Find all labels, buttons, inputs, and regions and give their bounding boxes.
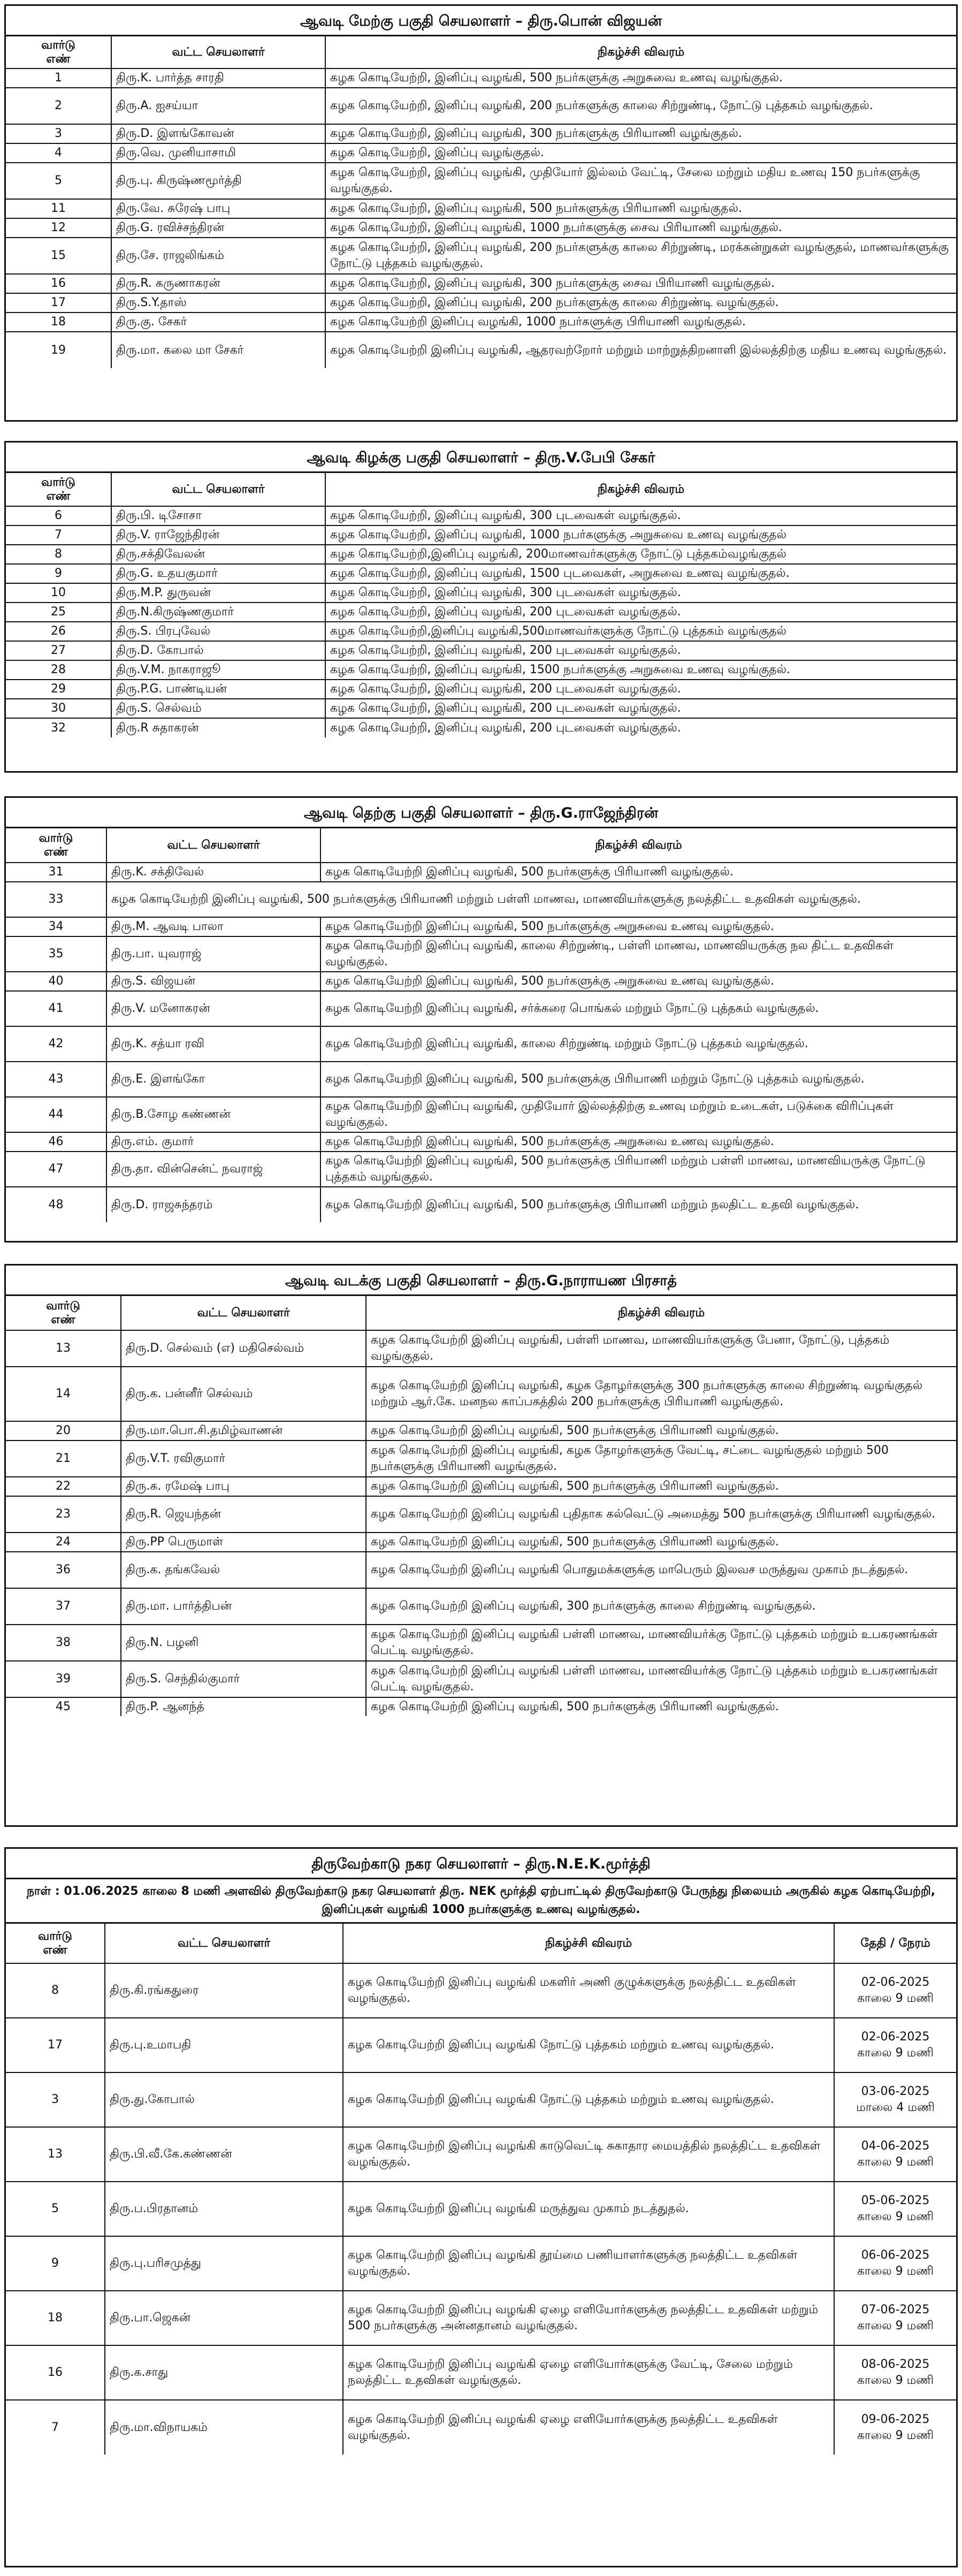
table-row — [6, 603, 956, 622]
ward-number: 22 — [6, 1477, 121, 1496]
circle-secretary: திரு.க. பன்னீர் செல்வம் — [121, 1367, 366, 1421]
section-aavadi-north — [4, 1264, 958, 1827]
table-row — [6, 143, 956, 163]
table-row — [6, 564, 956, 583]
circle-secretary: திரு.M. ஆவடி பாலா — [106, 917, 320, 936]
ward-number: 29 — [6, 680, 111, 699]
ward-number: 28 — [6, 660, 111, 680]
header-details: நிகழ்ச்சி விவரம் — [343, 1924, 834, 1963]
ward-number: 25 — [6, 603, 111, 622]
circle-secretary: திரு.பு.உமாபதி — [105, 2018, 343, 2072]
circle-secretary: திரு.சக்திவேலன் — [111, 545, 325, 564]
header-details: நிகழ்ச்சி விவரம் — [325, 473, 956, 506]
event-date: 02-06-2025 — [861, 1976, 930, 1989]
table-row — [6, 2291, 956, 2345]
event-time: காலை 9 மணி — [857, 2265, 934, 2278]
event-details: கழக கொடியேற்றி இனிப்பு வழங்கி, 1000 நபர்களுக்கு பிரியாணி வழங்குதல். — [325, 313, 956, 332]
event-details: கழக கொடியேற்றி இனிப்பு வழங்கி, பள்ளி மாணவ, மாணவியர்களுக்கு பேனா, நோட்டு, புத்தகம் வழங்குதல். — [366, 1330, 956, 1367]
table-row — [6, 2127, 956, 2182]
section-title: ஆவடி தெற்கு பகுதி செயலாளர் – திரு.G.ராஜேந்திரன் — [6, 798, 956, 828]
table-row — [6, 525, 956, 545]
section-aavadi-south — [4, 796, 958, 1243]
ward-number: 7 — [6, 2400, 105, 2455]
event-details: கழக கொடியேற்றி, இனிப்பு வழங்கி, 200 நபர்களுக்கு காலை சிற்றுண்டி வழங்குதல். — [325, 293, 956, 313]
ward-number: 3 — [6, 2072, 105, 2127]
header-ward: வார்டு எண் — [6, 1296, 121, 1330]
table-row — [6, 313, 956, 332]
table-row — [6, 917, 956, 936]
ward-number: 14 — [6, 1367, 121, 1421]
circle-secretary: திரு.வே. சுரேஷ் பாபு — [111, 199, 325, 218]
ward-number: 8 — [6, 545, 111, 564]
circle-secretary: திரு.P. ஆனந்த் — [121, 1697, 366, 1716]
ward-number: 16 — [6, 274, 111, 293]
event-details: கழக கொடியேற்றி, இனிப்பு வழங்கி, 200 நபர்களுக்கு காலை சிற்றுண்டி, நோட்டு புத்தகம் வழங்குதல். — [325, 88, 956, 124]
circle-secretary: திரு.K. பார்த்த சாரதி — [111, 68, 325, 88]
circle-secretary: திரு.க. தங்கவேல் — [121, 1552, 366, 1588]
ward-number: 48 — [6, 1187, 106, 1222]
event-details: கழக கொடியேற்றி இனிப்பு வழங்கி, கழக தோழர்களுக்கு வேட்டி, சட்டை வழங்குதல் மற்றும் 500 நபர்களுக்கு பிரியாணி வழங்குதல். — [366, 1441, 956, 1477]
event-details: கழக கொடியேற்றி இனிப்பு வழங்கி மருத்துவ முகாம் நடத்துதல். — [343, 2182, 834, 2236]
event-time: காலை 9 மணி — [857, 1992, 934, 2005]
circle-secretary: திரு.R. கருணாகரன் — [111, 274, 325, 293]
table-row — [6, 1026, 956, 1062]
event-details: கழக கொடியேற்றி இனிப்பு வழங்கி, 500 நபர்களுக்கு பிரியாணி மற்றும் பள்ளி மாணவ, மாணவியர்களுக்கு நலத்திட்ட உதவிகள் வழங்குதல். — [106, 882, 956, 917]
ward-number: 32 — [6, 718, 111, 737]
circle-secretary: திரு.E. இளங்கோ — [106, 1062, 320, 1097]
event-details: கழக கொடியேற்றி இனிப்பு வழங்கி, முதியோர் இல்லத்திற்கு உணவு மற்றும் உடைகள், படுக்கை விரிப்புகள் வழங்குதல். — [320, 1097, 956, 1132]
event-datetime — [834, 2291, 956, 2345]
event-details: கழக கொடியேற்றி இனிப்பு வழங்கி, 500 நபர்களுக்கு அறுசுவை உணவு வழங்குதல். — [320, 1132, 956, 1152]
circle-secretary: திரு.PP பெருமாள் — [121, 1533, 366, 1552]
event-details: கழக கொடியேற்றி இனிப்பு வழங்கி, ஆதரவற்றோர் மற்றும் மாற்றுத்திறனாளி இல்லத்திற்கு மதிய உணவு வழங்குதல். — [325, 332, 956, 368]
event-date: 07-06-2025 — [861, 2303, 930, 2316]
circle-secretary: திரு.எம். குமார் — [106, 1132, 320, 1152]
event-datetime — [834, 2127, 956, 2182]
header-secretary: வட்ட செயலாளர் — [106, 828, 320, 863]
circle-secretary: திரு.மா.விநாயகம் — [105, 2400, 343, 2455]
table-row — [6, 1441, 956, 1477]
circle-secretary: திரு.து.கோபால் — [105, 2072, 343, 2127]
circle-secretary: திரு.தா. வின்சென்ட் நவராஜ் — [106, 1152, 320, 1187]
event-details: கழக கொடியேற்றி, இனிப்பு வழங்கி, 1000 நபர்களுக்கு அறுசுவை உணவு வழங்குதல் — [325, 525, 956, 545]
table-row — [6, 506, 956, 525]
ward-number: 8 — [6, 1963, 105, 2018]
ward-number: 43 — [6, 1062, 106, 1097]
circle-secretary: திரு.மா. கலை மா சேகர் — [111, 332, 325, 368]
circle-secretary: திரு.பு. கிருஷ்ணமூர்த்தி — [111, 163, 325, 199]
ward-number: 21 — [6, 1441, 121, 1477]
ward-number: 16 — [6, 2345, 105, 2400]
event-details: கழக கொடியேற்றி, இனிப்பு வழங்கி, 200 புடவைகள் வழங்குதல். — [325, 699, 956, 718]
ward-number: 40 — [6, 972, 106, 991]
event-details: கழக கொடியேற்றி, இனிப்பு வழங்கி, 500 நபர்களுக்கு அறுசுவை உணவு வழங்குதல். — [325, 68, 956, 88]
event-details: கழக கொடியேற்றி இனிப்பு வழங்கி, 500 நபர்களுக்கு பிரியாணி மற்றும் நோட்டு புத்தகம் வழங்குதல். — [320, 1062, 956, 1097]
event-time: காலை 9 மணி — [857, 2046, 934, 2060]
table-row — [6, 1533, 956, 1552]
table-row — [6, 1625, 956, 1661]
table-row — [6, 199, 956, 218]
ward-number: 24 — [6, 1533, 121, 1552]
circle-secretary: திரு.D. செல்வம் (எ) மதிசெல்வம் — [121, 1330, 366, 1367]
event-details: கழக கொடியேற்றி, இனிப்பு வழங்கி, 300 நபர்களுக்கு சைவ பிரியாணி வழங்குதல். — [325, 274, 956, 293]
section-title: ஆவடி மேற்கு பகுதி செயலாளர் – திரு.பொன் விஜயன் — [6, 6, 956, 36]
section-title: திருவேற்காடு நகர செயலாளர் – திரு.N.E.K.மூர்த்தி — [6, 1849, 956, 1879]
event-details: கழக கொடியேற்றி,இனிப்பு வழங்கி, 200மாணவர்களுக்கு நோட்டு புத்தகம்வழங்குதல் — [325, 545, 956, 564]
circle-secretary: திரு.D. இளங்கோவன் — [111, 124, 325, 143]
event-time: மாலை 4 மணி — [856, 2101, 935, 2114]
circle-secretary: திரு.சே. ராஜலிங்கம் — [111, 238, 325, 274]
event-details: கழக கொடியேற்றி இனிப்பு வழங்கி, சர்க்கரை பொங்கல் மற்றும் நோட்டு புத்தகம் வழங்குதல். — [320, 991, 956, 1026]
ward-number: 35 — [6, 936, 106, 972]
table-row — [6, 583, 956, 603]
table-row — [6, 622, 956, 641]
event-details: கழக கொடியேற்றி இனிப்பு வழங்கி ஏழை எளியோர்களுக்கு நலத்திட்ட உதவிகள் மற்றும் 500 நபர்களுக்கு அன்னதானம் வழங்குதல். — [343, 2291, 834, 2345]
ward-number: 44 — [6, 1097, 106, 1132]
event-details: கழக கொடியேற்றி, இனிப்பு வழங்கி, 1000 நபர்களுக்கு சைவ பிரியாணி வழங்குதல். — [325, 218, 956, 238]
event-details: கழக கொடியேற்றி இனிப்பு வழங்கி, 500 நபர்களுக்கு பிரியாணி மற்றும் பள்ளி மாணவ, மாணவியருக்கு நோட்டு புத்தகம் வழங்குதல். — [320, 1152, 956, 1187]
ward-number: 38 — [6, 1625, 121, 1661]
event-date: 02-06-2025 — [861, 2030, 930, 2044]
event-details: கழக கொடியேற்றி இனிப்பு வழங்கி, 500 நபர்களுக்கு அறுசுவை உணவு வழங்குதல். — [320, 972, 956, 991]
circle-secretary: திரு.A. ஐசய்யா — [111, 88, 325, 124]
circle-secretary: திரு.S. செல்வம் — [111, 699, 325, 718]
circle-secretary: திரு.பி.வீ.கே.கண்ணன் — [105, 2127, 343, 2182]
event-date: 08-06-2025 — [861, 2358, 930, 2371]
ward-number: 13 — [6, 1330, 121, 1367]
table-row — [6, 293, 956, 313]
table-row — [6, 1152, 956, 1187]
ward-number: 33 — [6, 882, 106, 917]
circle-secretary: திரு.V.M. நாகராஜூ — [111, 660, 325, 680]
ward-number: 1 — [6, 68, 111, 88]
table-row — [6, 718, 956, 737]
circle-secretary: திரு.மா.பொ.சி.தமிழ்வாணன் — [121, 1421, 366, 1441]
events-table — [6, 828, 956, 1222]
circle-secretary: திரு.S. செந்தில்குமார் — [121, 1661, 366, 1697]
event-details: கழக கொடியேற்றி இனிப்பு வழங்கி, கழக தோழர்களுக்கு 300 நபர்களுக்கு காலை சிற்றுண்டி வழங்குதல் மற்றும் ஆர்.கே. மனநல காப்பகத்தில் 200 நபர்களுக்கு பிரியாணி வழங்குதல். — [366, 1367, 956, 1421]
event-details: கழக கொடியேற்றி இனிப்பு வழங்கி ஏழை எளியோர்களுக்கு நலத்திட்ட உதவிகள் வழங்குதல். — [343, 2400, 834, 2455]
event-details: கழக கொடியேற்றி இனிப்பு வழங்கி, 500 நபர்களுக்கு பிரியாணி வழங்குதல். — [366, 1697, 956, 1716]
table-row — [6, 163, 956, 199]
event-details: கழக கொடியேற்றி, இனிப்பு வழங்கி, 1500 புடவைகள், அறுசுவை உணவு வழங்குதல். — [325, 564, 956, 583]
header-ward: வார்டு எண் — [6, 828, 106, 863]
ward-number: 5 — [6, 163, 111, 199]
ward-number: 36 — [6, 1552, 121, 1588]
ward-number: 26 — [6, 622, 111, 641]
ward-number: 18 — [6, 2291, 105, 2345]
table-row — [6, 641, 956, 660]
header-secretary: வட்ட செயலாளர் — [105, 1924, 343, 1963]
circle-secretary: திரு.S.Y.தாஸ் — [111, 293, 325, 313]
circle-secretary: திரு.S. பிரபுவேல் — [111, 622, 325, 641]
circle-secretary: திரு.வெ. முனியாசாமி — [111, 143, 325, 163]
circle-secretary: திரு.க.சாது — [105, 2345, 343, 2400]
ward-number: 3 — [6, 124, 111, 143]
table-row — [6, 1421, 956, 1441]
event-details: கழக கொடியேற்றி இனிப்பு வழங்கி, 300 நபர்களுக்கு காலை சிற்றுண்டி வழங்குதல். — [366, 1588, 956, 1625]
circle-secretary: திரு.K. சத்யா ரவி — [106, 1026, 320, 1062]
ward-number: 27 — [6, 641, 111, 660]
event-details: கழக கொடியேற்றி இனிப்பு வழங்கி ஏழை எளியோர்களுக்கு வேட்டி, சேலை மற்றும் நலத்திட்ட உதவிகள் வழங்குதல். — [343, 2345, 834, 2400]
table-row — [6, 2182, 956, 2236]
event-date: 06-06-2025 — [861, 2249, 930, 2262]
ward-number: 9 — [6, 2236, 105, 2291]
event-details: கழக கொடியேற்றி, இனிப்பு வழங்கி, 200 புடவைகள் வழங்குதல். — [325, 641, 956, 660]
circle-secretary: திரு.S. விஜயன் — [106, 972, 320, 991]
header-ward: வார்டு எண் — [6, 1924, 105, 1963]
section-title: ஆவடி கிழக்கு பகுதி செயலாளர் – திரு.V.பேபி சேகர் — [6, 443, 956, 473]
event-details: கழக கொடியேற்றி இனிப்பு வழங்கி, 500 நபர்களுக்கு பிரியாணி வழங்குதல். — [320, 863, 956, 882]
ward-number: 23 — [6, 1496, 121, 1533]
circle-secretary: திரு.க. ரமேஷ் பாபு — [121, 1477, 366, 1496]
table-row — [6, 2072, 956, 2127]
ward-number: 15 — [6, 238, 111, 274]
table-row — [6, 1697, 956, 1716]
table-row — [6, 660, 956, 680]
circle-secretary: திரு.கி.ரங்கதுரை — [105, 1963, 343, 2018]
event-details: கழக கொடியேற்றி இனிப்பு வழங்கி, 500 நபர்களுக்கு பிரியாணி வழங்குதல். — [366, 1533, 956, 1552]
event-datetime — [834, 2236, 956, 2291]
circle-secretary: திரு.ப.பிரதானம் — [105, 2182, 343, 2236]
event-details: கழக கொடியேற்றி, இனிப்பு வழங்கி, 500 நபர்களுக்கு பிரியாணி வழங்குதல். — [325, 199, 956, 218]
ward-number: 47 — [6, 1152, 106, 1187]
event-details: கழக கொடியேற்றி இனிப்பு வழங்கி பொதுமக்களுக்கு மாபெரும் இலவச மருத்துவ முகாம் நடத்துதல். — [366, 1552, 956, 1588]
ward-number: 17 — [6, 2018, 105, 2072]
table-row — [6, 88, 956, 124]
ward-number: 34 — [6, 917, 106, 936]
event-details: கழக கொடியேற்றி,இனிப்பு வழங்கி,500மாணவர்களுக்கு நோட்டு புத்தகம் வழங்குதல் — [325, 622, 956, 641]
table-row — [6, 972, 956, 991]
table-row — [6, 1963, 956, 2018]
header-datetime: தேதி / நேரம் — [834, 1924, 956, 1963]
circle-secretary: திரு.K. சக்திவேல் — [106, 863, 320, 882]
event-details: கழக கொடியேற்றி, இனிப்பு வழங்கி, 200 புடவைகள் வழங்குதல். — [325, 603, 956, 622]
event-details: கழக கொடியேற்றி இனிப்பு வழங்கி நோட்டு புத்தகம் மற்றும் உணவு வழங்குதல். — [343, 2018, 834, 2072]
event-details: கழக கொடியேற்றி, இனிப்பு வழங்கி, 300 நபர்களுக்கு பிரியாணி வழங்குதல். — [325, 124, 956, 143]
header-secretary: வட்ட செயலாளர் — [121, 1296, 366, 1330]
event-date: 04-06-2025 — [861, 2139, 930, 2153]
events-table — [6, 473, 956, 737]
event-details: கழக கொடியேற்றி, இனிப்பு வழங்குதல். — [325, 143, 956, 163]
circle-secretary: திரு.N. பழனி — [121, 1625, 366, 1661]
ward-number: 42 — [6, 1026, 106, 1062]
event-details: கழக கொடியேற்றி, இனிப்பு வழங்கி, 200 புடவைகள் வழங்குதல். — [325, 680, 956, 699]
event-time: காலை 9 மணி — [857, 2374, 934, 2387]
ward-number: 41 — [6, 991, 106, 1026]
event-details: கழக கொடியேற்றி, இனிப்பு வழங்கி, 1500 நபர்களுக்கு அறுசுவை உணவு வழங்குதல். — [325, 660, 956, 680]
event-time: காலை 9 மணி — [857, 2210, 934, 2223]
table-row — [6, 2236, 956, 2291]
section-thiruverkadu — [4, 1847, 958, 2567]
ward-number: 10 — [6, 583, 111, 603]
event-datetime — [834, 2400, 956, 2455]
circle-secretary: திரு.கு. சேகர் — [111, 313, 325, 332]
header-details: நிகழ்ச்சி விவரம் — [320, 828, 956, 863]
circle-secretary: திரு.R. ஜெயந்தன் — [121, 1496, 366, 1533]
circle-secretary: திரு.P.G. பாண்டியன் — [111, 680, 325, 699]
events-table — [6, 36, 956, 368]
table-row — [6, 1552, 956, 1588]
table-row — [6, 1097, 956, 1132]
ward-number: 5 — [6, 2182, 105, 2236]
event-note: நாள் : 01.06.2025 காலை 8 மணி அளவில் திருவேற்காடு நகர செயலாளர் திரு. NEK மூர்த்தி ஏற்பாட்டில் திருவேற்காடு பேருந்து நிலையம் அருகில் கழக கொடியேற்றி, இனிப்புகள் வழங்கி 1000 நபர்களுக்கு உணவு வழங்குதல். — [6, 1879, 956, 1924]
table-row — [6, 882, 956, 917]
event-datetime — [834, 2018, 956, 2072]
table-row — [6, 991, 956, 1026]
circle-secretary: திரு.பா. யுவராஜ் — [106, 936, 320, 972]
table-row — [6, 1187, 956, 1222]
event-details: கழக கொடியேற்றி இனிப்பு வழங்கி, 500 நபர்களுக்கு அறுசுவை உணவு வழங்குதல். — [320, 917, 956, 936]
table-row — [6, 863, 956, 882]
event-details: கழக கொடியேற்றி இனிப்பு வழங்கி, 500 நபர்களுக்கு பிரியாணி வழங்குதல். — [366, 1421, 956, 1441]
ward-number: 17 — [6, 293, 111, 313]
table-row — [6, 2018, 956, 2072]
section-aavadi-west — [4, 4, 958, 422]
table-row — [6, 124, 956, 143]
table-row — [6, 936, 956, 972]
ward-number: 9 — [6, 564, 111, 583]
circle-secretary: திரு.V. மனோகரன் — [106, 991, 320, 1026]
ward-number: 6 — [6, 506, 111, 525]
event-time: காலை 9 மணி — [857, 2319, 934, 2333]
event-time: காலை 9 மணி — [857, 2428, 934, 2442]
table-row — [6, 68, 956, 88]
event-details: கழக கொடியேற்றி இனிப்பு வழங்கி மகளிர் அணி குழுக்களுக்கு நலத்திட்ட உதவிகள் வழங்குதல். — [343, 1963, 834, 2018]
ward-number: 20 — [6, 1421, 121, 1441]
circle-secretary: திரு.R சுதாகரன் — [111, 718, 325, 737]
event-datetime — [834, 2182, 956, 2236]
ward-number: 31 — [6, 863, 106, 882]
event-details: கழக கொடியேற்றி இனிப்பு வழங்கி தூய்மை பணியாளர்களுக்கு நலத்திட்ட உதவிகள் வழங்குதல். — [343, 2236, 834, 2291]
events-table — [6, 1924, 956, 2455]
ward-number: 2 — [6, 88, 111, 124]
circle-secretary: திரு.பா.ஜெகன் — [105, 2291, 343, 2345]
ward-number: 39 — [6, 1661, 121, 1697]
ward-number: 46 — [6, 1132, 106, 1152]
event-details: கழக கொடியேற்றி இனிப்பு வழங்கி, 500 நபர்களுக்கு பிரியாணி வழங்குதல். — [366, 1477, 956, 1496]
table-row — [6, 699, 956, 718]
event-details: கழக கொடியேற்றி இனிப்பு வழங்கி, 500 நபர்களுக்கு பிரியாணி மற்றும் நலதிட்ட உதவி வழங்குதல். — [320, 1187, 956, 1222]
event-details: கழக கொடியேற்றி, இனிப்பு வழங்கி, 200 நபர்களுக்கு காலை சிற்றுண்டி, மரக்கன்றுகள் வழங்குதல், மாணவர்களுக்கு நோட்டு புத்தகம் வழங்குதல். — [325, 238, 956, 274]
circle-secretary: திரு.D. கோபால் — [111, 641, 325, 660]
header-secretary: வட்ட செயலாளர் — [111, 36, 325, 68]
table-row — [6, 1062, 956, 1097]
table-row — [6, 1132, 956, 1152]
table-row — [6, 218, 956, 238]
circle-secretary: திரு.பு.பரிசமுத்து — [105, 2236, 343, 2291]
event-datetime — [834, 1963, 956, 2018]
event-details: கழக கொடியேற்றி, இனிப்பு வழங்கி, 200 புடவைகள் வழங்குதல். — [325, 718, 956, 737]
circle-secretary: திரு.பி. டிசோசா — [111, 506, 325, 525]
ward-number: 7 — [6, 525, 111, 545]
event-details: கழக கொடியேற்றி இனிப்பு வழங்கி புதிதாக கல்வெட்டு அமைத்து 500 நபர்களுக்கு பிரியாணி வழங்குதல். — [366, 1496, 956, 1533]
event-details: கழக கொடியேற்றி இனிப்பு வழங்கி நோட்டு புத்தகம் மற்றும் உணவு வழங்குதல். — [343, 2072, 834, 2127]
circle-secretary: திரு.மா. பார்த்திபன் — [121, 1588, 366, 1625]
table-row — [6, 1330, 956, 1367]
header-secretary: வட்ட செயலாளர் — [111, 473, 325, 506]
section-aavadi-east — [4, 441, 958, 773]
event-datetime — [834, 2345, 956, 2400]
ward-number: 11 — [6, 199, 111, 218]
ward-number: 18 — [6, 313, 111, 332]
events-table — [6, 1296, 956, 1716]
table-row — [6, 1661, 956, 1697]
event-details: கழக கொடியேற்றி இனிப்பு வழங்கி பள்ளி மாணவ, மாணவியர்க்கு நோட்டு புத்தகம் மற்றும் உபகரணங்கள் பெட்டி வழங்குதல். — [366, 1625, 956, 1661]
event-details: கழக கொடியேற்றி இனிப்பு வழங்கி, காலை சிற்றுண்டி, பள்ளி மாணவ, மாணவியருக்கு நல திட்ட உதவிகள் வழங்குதல். — [320, 936, 956, 972]
event-date: 03-06-2025 — [861, 2085, 930, 2098]
table-row — [6, 1367, 956, 1421]
event-date: 09-06-2025 — [861, 2412, 930, 2426]
event-details: கழக கொடியேற்றி இனிப்பு வழங்கி காடுவெட்டி சுகாதார மையத்தில் நலத்திட்ட உதவிகள் வழங்குதல். — [343, 2127, 834, 2182]
header-ward: வார்டு எண் — [6, 36, 111, 68]
circle-secretary: திரு.N.கிருஷ்ணகுமார் — [111, 603, 325, 622]
ward-number: 30 — [6, 699, 111, 718]
table-row — [6, 332, 956, 368]
table-row — [6, 680, 956, 699]
table-row — [6, 274, 956, 293]
header-details: நிகழ்ச்சி விவரம் — [366, 1296, 956, 1330]
event-date: 05-06-2025 — [861, 2194, 930, 2207]
circle-secretary: திரு.V. ராஜேந்திரன் — [111, 525, 325, 545]
circle-secretary: திரு.V.T. ரவிகுமார் — [121, 1441, 366, 1477]
table-row — [6, 1477, 956, 1496]
ward-number: 45 — [6, 1697, 121, 1716]
table-row — [6, 1588, 956, 1625]
table-row — [6, 2400, 956, 2455]
ward-number: 4 — [6, 143, 111, 163]
circle-secretary: திரு.G. ரவிச்சந்திரன் — [111, 218, 325, 238]
circle-secretary: திரு.D. ராஜசுந்தரம் — [106, 1187, 320, 1222]
section-title: ஆவடி வடக்கு பகுதி செயலாளர் – திரு.G.நாராயண பிரசாத் — [6, 1266, 956, 1296]
header-details: நிகழ்ச்சி விவரம் — [325, 36, 956, 68]
ward-number: 37 — [6, 1588, 121, 1625]
circle-secretary: திரு.G. உதயகுமார் — [111, 564, 325, 583]
event-details: கழக கொடியேற்றி இனிப்பு வழங்கி பள்ளி மாணவ, மாணவியர்க்கு நோட்டு புத்தகம் மற்றும் உபகரணங்கள் பெட்டி வழங்குதல். — [366, 1661, 956, 1697]
circle-secretary: திரு.M.P. துருவன் — [111, 583, 325, 603]
ward-number: 19 — [6, 332, 111, 368]
event-datetime — [834, 2072, 956, 2127]
circle-secretary: திரு.B.சோழ கண்ணன் — [106, 1097, 320, 1132]
table-row — [6, 1496, 956, 1533]
event-time: காலை 9 மணி — [857, 2155, 934, 2169]
ward-number: 13 — [6, 2127, 105, 2182]
event-details: கழக கொடியேற்றி, இனிப்பு வழங்கி, 300 புடவைகள் வழங்குதல். — [325, 506, 956, 525]
header-ward: வார்டு எண் — [6, 473, 111, 506]
table-row — [6, 238, 956, 274]
table-row — [6, 545, 956, 564]
ward-number: 12 — [6, 218, 111, 238]
event-details: கழக கொடியேற்றி, இனிப்பு வழங்கி, 300 புடவைகள் வழங்குதல். — [325, 583, 956, 603]
event-details: கழக கொடியேற்றி, இனிப்பு வழங்கி, முதியோர் இல்லம் வேட்டி, சேலை மற்றும் மதிய உணவு 150 நபர்களுக்கு வழங்குதல். — [325, 163, 956, 199]
table-row — [6, 2345, 956, 2400]
event-details: கழக கொடியேற்றி இனிப்பு வழங்கி, காலை சிற்றுண்டி மற்றும் நோட்டு புத்தகம் வழங்குதல். — [320, 1026, 956, 1062]
